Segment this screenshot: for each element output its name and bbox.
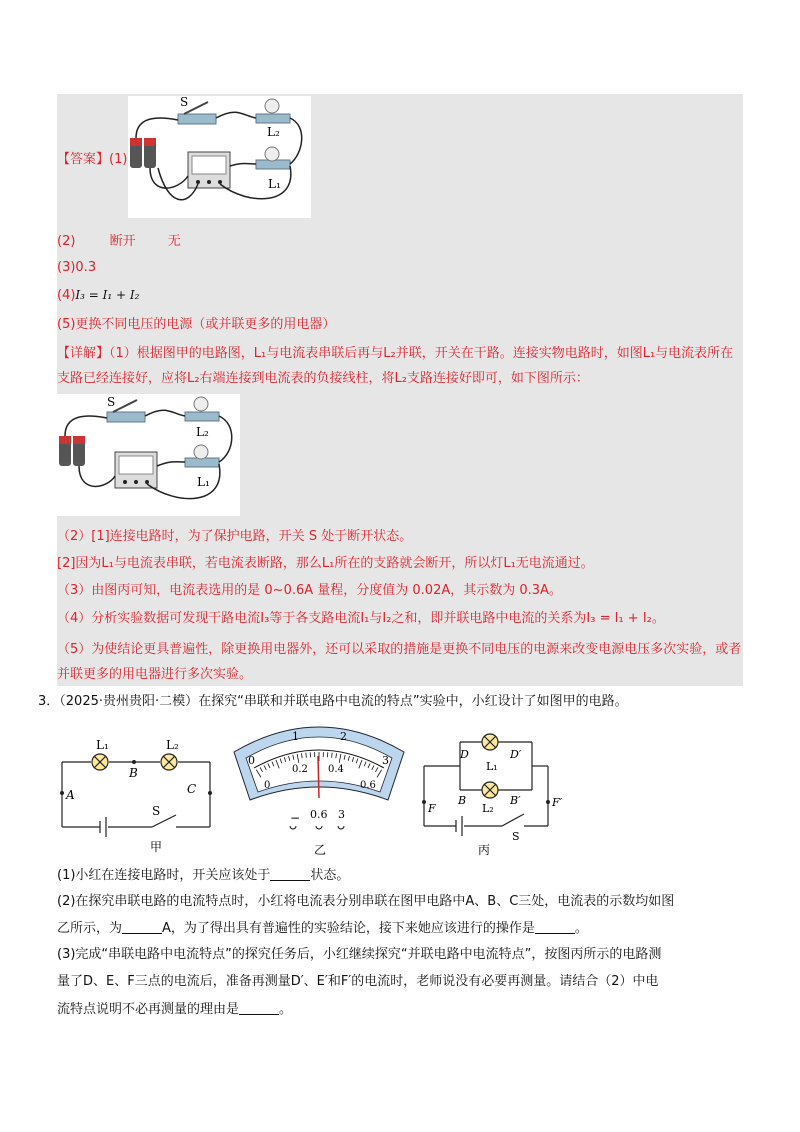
yi-top-3: 3 [382,754,389,767]
lamp2-label-2: L₂ [196,425,209,439]
yi-terminal-minus: − [290,811,301,825]
yi-terminal-3: 3 [338,808,345,821]
jia-switch: S [152,804,161,818]
answer-p4 [57,286,139,305]
yi-top-0: 0 [248,754,255,767]
bing-d: D [460,748,469,761]
lamp2-label: L₂ [267,125,280,139]
q2b-start: 乙所示，为 [57,921,123,936]
answer-p4-formula: I₃ = I₁ + I₂ [75,288,140,302]
bing-switch: S [512,830,520,843]
bing-f: F [428,802,436,815]
question-q3b: 量了D、E、F三点的电流后，准备再测量D′、E′和F′的电流时，老师说没有必要再测量。请结合（2）中电 [57,974,659,989]
jia-lamp1: L₁ [96,738,109,752]
yi-caption: 乙 [314,843,327,857]
yi-bottom-1: 0.2 [292,764,308,775]
detail-p1-text: （1）根据图甲的电路图，L₁与电流表串联后再与L₂并联，开关在干路。连接实物电路时，如图L₁与电流表所在支路已经连接好，应将L₂右端连接到电流表的负接线柱，将L₂支路连接好即可，如下图所示： [57,346,734,386]
yi-bottom-2: 0.4 [328,764,344,775]
yi-terminal-0-6: 0.6 [310,808,328,821]
q3-blank[interactable] [239,1000,279,1015]
lamp1-label: L₁ [268,177,281,191]
jia-point-b: B [129,766,138,780]
jia-lamp2: L₂ [166,738,179,752]
figure-jia [56,735,216,855]
q1-text: (1)小红在连接电路时，开关应该处于 [57,868,271,883]
answer-circuit-photo-1 [128,96,311,218]
bing-d2: D′ [510,748,522,761]
figure-yi-ammeter [228,722,410,858]
bing-l2: L₂ [482,802,494,815]
answer-p2-a: 断开 [109,234,136,249]
bing-b2: B′ [510,794,521,807]
q2b-end: 。 [574,921,588,936]
bing-b: B [458,794,467,807]
answer-p5: (5)更换不同电压的电源（或并联更多的用电器） [57,317,336,332]
question-number: 3． [38,694,60,709]
lamp1-label-2: L₁ [197,475,210,489]
question-source: （2025·贵州贵阳·二模） [59,694,199,709]
bing-f2: F′ [552,796,563,809]
yi-bottom-3: 0.6 [360,780,376,791]
answer-p2-num: (2) [57,234,76,249]
answer-p2 [57,233,181,251]
q2b-mid: A，为了得出具有普遍性的实验结论，接下来她应该进行的操作是 [162,921,535,936]
question-stem-text: 在探究“串联和并联电路中电流的特点”实验中，小红设计了如图甲的电路。 [198,694,628,709]
question-q2b [57,919,588,938]
question-q2a: (2)在探究串联电路的电流特点时，小红将电流表分别串联在图甲电路中A、B、C三处，电流表的示数均如图 [57,894,675,909]
answer-circuit-photo-2 [57,394,240,516]
ammeter-tick [306,753,307,758]
switch-label-2: S [107,395,116,409]
q1-end: 状态。 [310,868,350,883]
detail-p6: （5）为使结论更具普遍性，除更换用电器外，还可以采取的措施是更换不同电压的电源来改变电源电压多次实验，或者并联更多的用电器进行多次实验。 [57,642,742,682]
switch-label: S [180,96,189,109]
yi-top-1: 1 [292,730,299,743]
question-q3c [57,1000,292,1019]
jia-caption: 甲 [150,840,163,854]
question-stem [38,693,628,711]
bing-caption: 丙 [478,843,491,857]
yi-bottom-0: 0 [264,780,271,791]
figure-bing [418,730,578,858]
q3c-end: 。 [279,1002,293,1017]
yi-top-2: 2 [340,730,347,743]
detail-p5: （4）分析实验数据可发现干路电流I₃等于各支路电流I₁与I₂之和，即并联电路中电流的关系为I₃ = I₁ + I₂。 [57,611,665,626]
q3c-start: 流特点说明不必再测量的理由是 [57,1002,240,1017]
q1-blank[interactable] [270,866,310,881]
answer-tag-line [57,151,127,169]
bing-l1: L₁ [486,760,498,773]
question-q3a: (3)完成“串联电路中电流特点”的探究任务后，小红继续探究“并联电路中电流特点”，按图丙所示的电路测 [57,947,662,962]
jia-point-c: C [187,782,197,796]
jia-point-a: A [66,788,75,802]
detail-p4: （3）由图丙可知，电流表选用的是 0~0.6A 量程，分度值为 0.02A，其示数为 0.3A。 [57,583,562,598]
answer-p1-num: (1) [109,152,128,167]
detail-p1 [57,341,743,391]
detail-tag: 【详解】 [57,346,110,361]
question-q1 [57,866,349,885]
answer-p3: (3)0.3 [57,260,97,275]
q2-blank-1[interactable] [122,919,162,934]
detail-p2: （2）[1]连接电路时，为了保护电路，开关 S 处于断开状态。 [57,529,413,544]
detail-p3: [2]因为L₁与电流表串联，若电流表断路，那么L₁所在的支路就会断开，所以灯L₁无电流通过。 [57,556,594,571]
answer-p4-num: (4) [57,288,76,303]
answer-p2-b: 无 [167,234,181,249]
ammeter-tick [332,753,333,758]
answer-tag: 【答案】 [57,152,110,167]
q2-blank-2[interactable] [535,919,575,934]
